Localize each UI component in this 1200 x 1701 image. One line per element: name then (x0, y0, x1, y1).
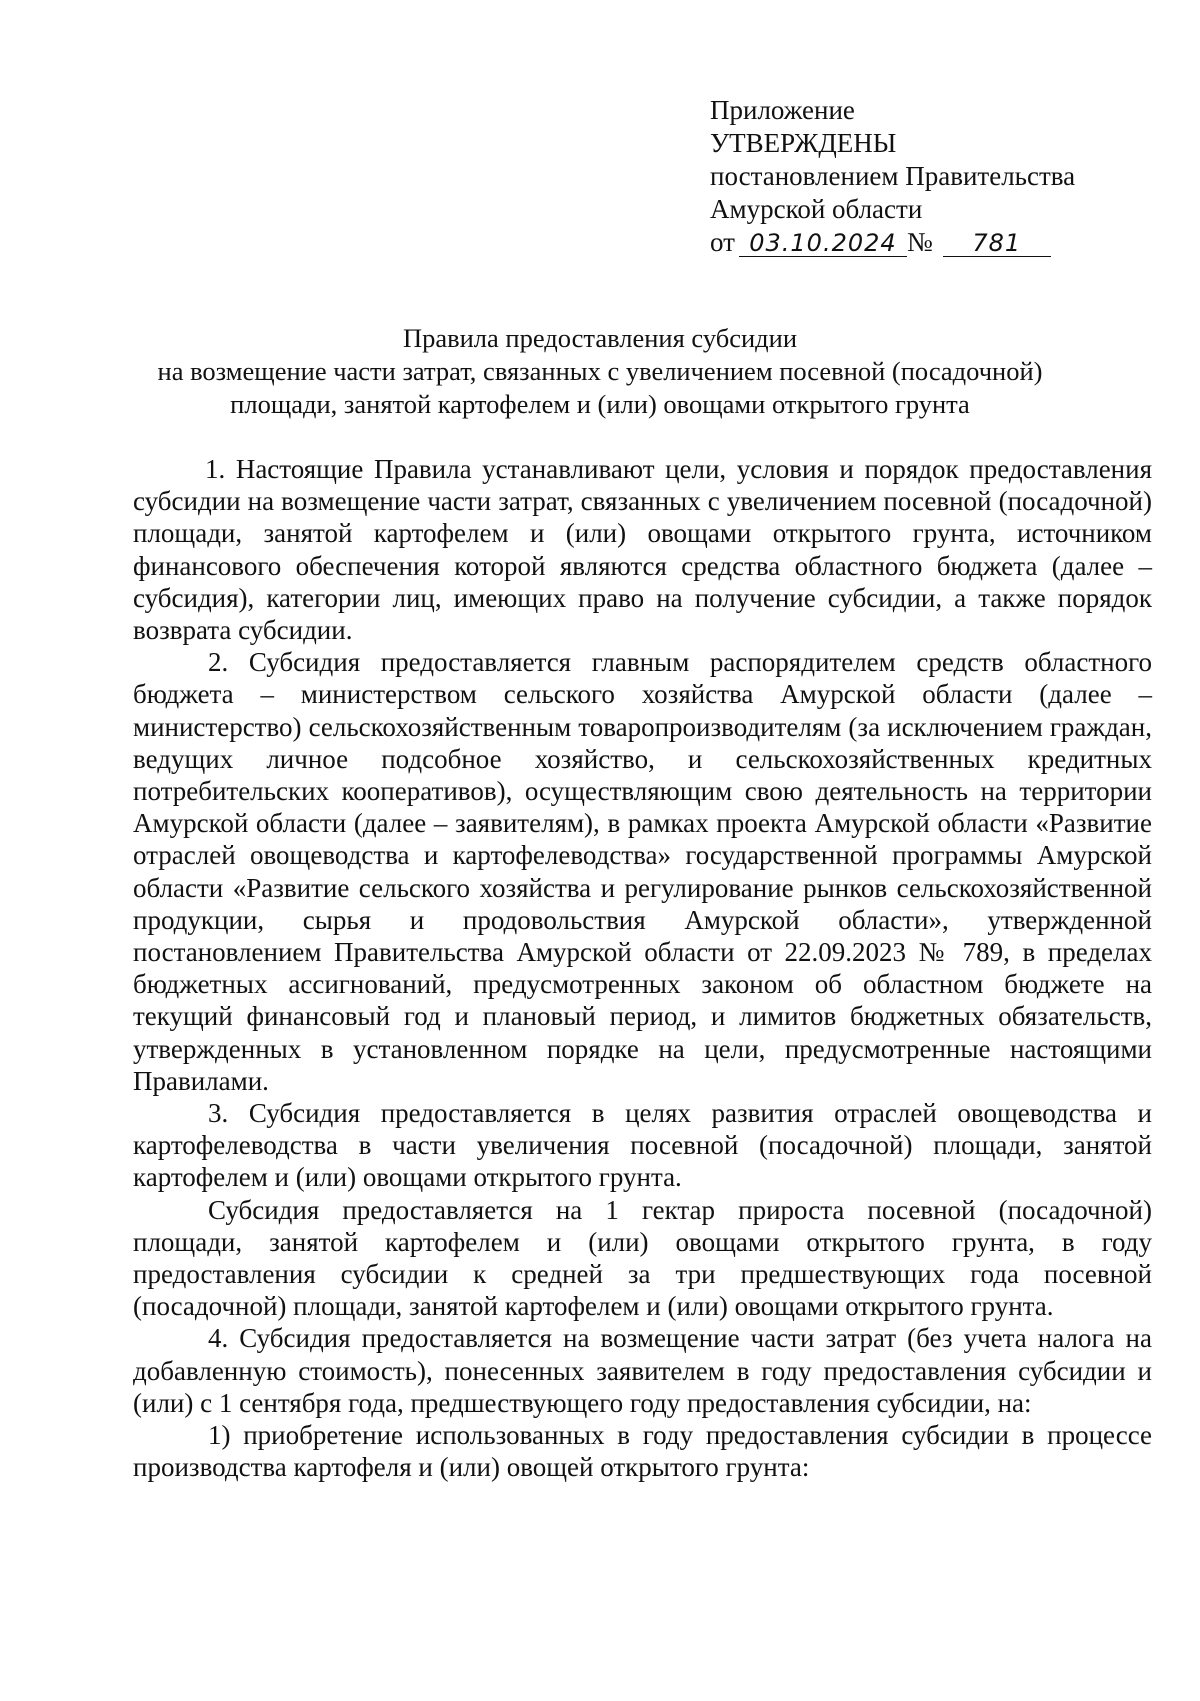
approval-date-line (710, 226, 1075, 259)
title-line-2: на возмещение части затрат, связанных с увеличением посевной (посадочной) (157, 356, 1043, 386)
approval-block (710, 94, 1075, 259)
paragraph-3-continued: Субсидия предоставляется на 1 гектар прироста посевной (посадочной) площади, занятой картофелем и (или) овощами открытого грунта, в году предоставления субсидии к средней за три предшествующих года посевной (посадочной) площади, занятой картофелем и (или) овощами открытого грунта. (133, 1194, 1152, 1322)
title-line-3: площади, занятой картофелем и (или) овощами открытого грунта (230, 389, 970, 419)
approval-date-handwritten: 03.10.2024 (739, 230, 907, 257)
approval-date-prefix: от (710, 227, 735, 257)
approval-region-label: Амурской области (710, 194, 923, 224)
paragraph-4: 4. Субсидия предоставляется на возмещение части затрат (без учета налога на добавленную стоимость), понесенных заявителем в году предоставления субсидии и (или) с 1 сентября года, предшествующего году предоставления субсидии, на: (133, 1323, 1152, 1418)
paragraph-4-item-1: 1) приобретение использованных в году предоставления субсидии в процессе производства картофеля и (или) овощей открытого грунта: (133, 1420, 1152, 1483)
approval-number-sign: № (906, 227, 933, 257)
paragraph-1: 1. Настоящие Правила устанавливают цели, условия и порядок предоставления субсидии на возмещение части затрат, связанных с увеличением посевной (посадочной) площади, занятой картофелем и (или) овощами открытого грунта, источником финансового обеспечения которой являются средства областного бюджета (далее – субсидия), категории лиц, имеющих право на получение субсидии, а также порядок возврата субсидии. (133, 454, 1152, 646)
approval-annex-label: Приложение (710, 95, 855, 125)
document-title (130, 322, 1070, 421)
paragraph-3: 3. Субсидия предоставляется в целях развития отраслей овощеводства и картофелеводства в части увеличения посевной (посадочной) площади, занятой картофелем и (или) овощами открытого грунта. (133, 1098, 1152, 1193)
document-body (133, 453, 1152, 1484)
approval-decree-label: постановлением Правительства (710, 161, 1076, 191)
title-line-1: Правила предоставления субсидии (402, 323, 798, 353)
approval-number-handwritten: 781 (943, 230, 1051, 257)
paragraph-2: 2. Субсидия предоставляется главным распорядителем средств областного бюджета – министерством сельского хозяйства Амурской области (далее – министерство) сельскохозяйственным товаропроизводителям (за исключением граждан, ведущих личное подсобное хозяйство, и сельскохозяйственных кредитных потребительских кооперативов), осуществляющим свою деятельность на территории Амурской области (далее – заявителям), в рамках проекта Амурской области «Развитие отраслей овощеводства и картофелеводства» государственной программы Амурской области «Развитие сельского хозяйства и регулирование рынков сельскохозяйственной продукции, сырья и продовольствия Амурской области», утвержденной постановлением Правительства Амурской области от 22.09.2023 № 789, в пределах бюджетных ассигнований, предусмотренных законом об областном бюджете на текущий финансовый год и плановый период, и лимитов бюджетных обязательств, утвержденных в установленном порядке на цели, предусмотренные настоящими Правилами. (133, 647, 1152, 1096)
approval-approved-label: УТВЕРЖДЕНЫ (710, 128, 897, 158)
